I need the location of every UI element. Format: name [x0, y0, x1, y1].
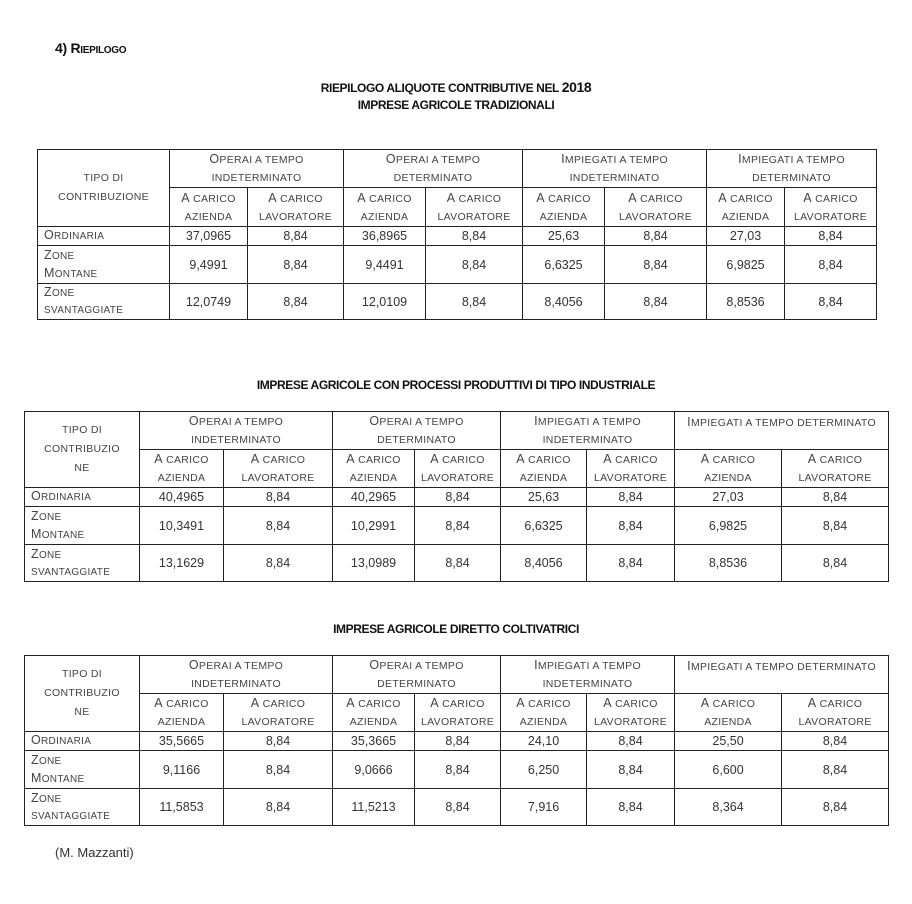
subheader-line2: LAVORATORE	[794, 210, 868, 223]
a-carico-lavoratore-header	[415, 450, 501, 488]
tipo-header-line: CONTRIBUZIONE	[58, 191, 149, 203]
table-row-ordinaria	[38, 227, 877, 246]
a-carico-lavoratore-header	[426, 188, 523, 227]
document-title	[0, 79, 912, 95]
row-label-cap: M	[44, 265, 55, 280]
section-title: Riepilogo	[70, 40, 127, 56]
subheader-text: CARICO	[611, 454, 658, 466]
subheader-line2: AZIENDA	[704, 472, 752, 484]
subheader-cap: A	[700, 696, 710, 710]
subheader-line2: LAVORATORE	[619, 210, 693, 223]
row-label-text: ONTANE	[41, 773, 85, 785]
group-header-4	[675, 656, 889, 694]
group-header-line2: DETERMINATO	[393, 172, 473, 184]
group-header-cap: O	[369, 658, 380, 672]
rate-cell: 8,4056	[523, 284, 605, 320]
group-header-line2: INDETERMINATO	[191, 678, 281, 690]
rate-cell: 8,8536	[675, 545, 782, 582]
a-carico-lavoratore-header	[605, 188, 707, 227]
group-header-text: MPIEGATI A TEMPO DETERMINATO	[690, 417, 876, 429]
group-header-2	[344, 150, 523, 188]
a-carico-azienda-header	[140, 450, 224, 488]
rate-cell: 10,3491	[140, 507, 224, 545]
rate-cell: 8,84	[587, 545, 675, 582]
a-carico-azienda-header	[501, 694, 587, 732]
row-label-ordinaria	[25, 488, 140, 507]
row-label-text: ONE	[38, 511, 62, 523]
group-header-3	[523, 150, 707, 188]
table-row-zone-svantaggiate	[25, 545, 889, 582]
rate-cell: 24,10	[501, 732, 587, 751]
row-label-cap: M	[31, 526, 42, 541]
group-header-text: MPIEGATI A TEMPO DETERMINATO	[690, 661, 876, 673]
subheader-line2: LAVORATORE	[421, 472, 495, 484]
rate-cell: 8,84	[415, 732, 501, 751]
subheader-text: CARICO	[162, 698, 209, 710]
rate-cell: 36,8965	[344, 227, 426, 246]
rate-cell: 40,2965	[333, 488, 415, 507]
group-header-cap: O	[209, 152, 220, 166]
group-header-1	[140, 656, 333, 694]
rate-cell: 8,84	[782, 751, 889, 789]
a-carico-lavoratore-header	[587, 694, 675, 732]
a-carico-azienda-header	[675, 450, 782, 488]
a-carico-lavoratore-header	[782, 694, 889, 732]
rate-cell: 8,84	[426, 284, 523, 320]
tipo-contribuzione-header	[38, 150, 170, 227]
subheader-cap: A	[807, 696, 817, 710]
a-carico-lavoratore-header	[415, 694, 501, 732]
tipo-header-line: CONTRIBUZIO	[44, 443, 120, 455]
subheader-line2: AZIENDA	[704, 716, 752, 728]
subheader-cap: A	[357, 190, 366, 205]
row-label-ordinaria	[38, 227, 170, 246]
group-header-text: MPIEGATI A TEMPO	[741, 154, 845, 166]
rate-cell: 27,03	[707, 227, 785, 246]
subheader-line2: LAVORATORE	[241, 716, 315, 728]
subheader-line2: LAVORATORE	[421, 716, 495, 728]
subheader-text: CARICO	[365, 192, 412, 205]
subheader-row	[25, 450, 889, 488]
tipo-header-line: NE	[74, 462, 90, 474]
rate-cell: 8,364	[675, 789, 782, 826]
subheader-line2: AZIENDA	[539, 210, 588, 223]
subheader-cap: A	[154, 452, 163, 466]
subheader-cap: A	[603, 696, 612, 710]
subheader-text: CARICO	[544, 192, 591, 205]
rate-cell: 8,84	[785, 246, 877, 284]
row-label-text: RDINARIA	[54, 231, 105, 242]
row-label-line2: SVANTAGGIATE	[31, 566, 111, 578]
rate-cell: 8,84	[782, 545, 889, 582]
a-carico-lavoratore-header	[248, 188, 344, 227]
rate-cell: 8,84	[782, 507, 889, 545]
rate-cell: 8,84	[782, 732, 889, 751]
row-label-zone-svantaggiate	[38, 284, 170, 320]
subheader-text: CARICO	[524, 698, 571, 710]
rate-cell: 9,1166	[140, 751, 224, 789]
subheader-cap: A	[430, 696, 439, 710]
row-label-zone-svantaggiate	[25, 545, 140, 582]
table-row-ordinaria	[25, 488, 889, 507]
rate-cell: 10,2991	[333, 507, 415, 545]
a-carico-lavoratore-header	[587, 450, 675, 488]
subheader-line2: LAVORATORE	[798, 472, 872, 484]
rate-cell: 12,0109	[344, 284, 426, 320]
contribution-table-1	[37, 149, 877, 320]
row-label-text: ONE	[38, 793, 62, 805]
subheader-text: CARICO	[438, 454, 485, 466]
rate-cell: 8,84	[587, 751, 675, 789]
group-header-line2: DETERMINATO	[752, 172, 831, 184]
subheader-cap: A	[700, 452, 710, 466]
subheader-line2: LAVORATORE	[258, 210, 333, 223]
subheader-text: CARICO	[259, 454, 306, 466]
group-header-text: PERAI A TEMPO	[198, 660, 284, 672]
rate-cell: 8,84	[415, 751, 501, 789]
subheader-text: CARICO	[726, 192, 773, 205]
row-label-text: ONE	[38, 755, 62, 767]
subheader-line2: AZIENDA	[349, 716, 398, 728]
rate-cell: 13,1629	[140, 545, 224, 582]
table-row-zone-montane	[25, 507, 889, 545]
rate-cell: 9,0666	[333, 751, 415, 789]
a-carico-lavoratore-header	[224, 694, 333, 732]
group-header-1	[170, 150, 344, 188]
rate-cell: 8,84	[782, 488, 889, 507]
group-header-cap: I	[534, 658, 538, 672]
subheader-cap: A	[516, 696, 525, 710]
group-header-line2: INDETERMINATO	[211, 172, 302, 184]
subheader-line2: AZIENDA	[349, 472, 398, 484]
rate-cell: 8,84	[415, 507, 501, 545]
subheader-text: CARICO	[636, 192, 683, 205]
tipo-header-line: NE	[74, 706, 90, 718]
row-label-cap: Z	[31, 546, 39, 561]
subheader-cap: A	[346, 452, 355, 466]
rate-cell: 6,600	[675, 751, 782, 789]
rate-cell: 8,84	[224, 488, 333, 507]
table-2-title: IMPRESE AGRICOLE CON PROCESSI PRODUTTIVI DI TIPO INDUSTRIALE	[256, 378, 656, 392]
subheader-cap: A	[718, 190, 727, 205]
tipo-contribuzione-header	[25, 656, 140, 732]
row-label-cap: O	[31, 733, 42, 747]
rate-cell: 8,84	[605, 227, 707, 246]
rate-cell: 8,84	[415, 488, 501, 507]
a-carico-lavoratore-header	[224, 450, 333, 488]
rate-cell: 6,250	[501, 751, 587, 789]
subheader-text: CARICO	[162, 454, 209, 466]
subheader-line2: AZIENDA	[360, 210, 409, 223]
rate-cell: 8,84	[248, 284, 344, 320]
row-label-zone-montane	[25, 751, 140, 789]
rate-cell: 12,0749	[170, 284, 248, 320]
row-label-line2: SVANTAGGIATE	[44, 305, 124, 316]
subheader-cap: A	[446, 190, 456, 205]
rate-cell: 8,84	[224, 545, 333, 582]
rate-cell: 35,3665	[333, 732, 415, 751]
group-header-4	[675, 412, 889, 450]
rate-cell: 11,5213	[333, 789, 415, 826]
subheader-text: CARICO	[276, 192, 323, 205]
subheader-text: CARICO	[455, 192, 502, 205]
group-header-cap: I	[738, 152, 742, 166]
row-label-text: ONE	[38, 549, 62, 561]
subheader-text: CARICO	[811, 192, 858, 205]
rate-cell: 8,84	[426, 246, 523, 284]
rate-cell: 11,5853	[140, 789, 224, 826]
rate-cell: 6,9825	[675, 507, 782, 545]
row-label-cap: Z	[31, 752, 39, 767]
rate-cell: 8,4056	[501, 545, 587, 582]
subheader-cap: A	[516, 452, 525, 466]
rate-cell: 35,5665	[140, 732, 224, 751]
subheader-cap: A	[628, 190, 637, 205]
table-row-zone-svantaggiate	[25, 789, 889, 826]
row-label-cap: Z	[44, 285, 52, 299]
group-header-text: PERAI A TEMPO	[379, 660, 464, 672]
rate-cell: 6,6325	[523, 246, 605, 284]
rate-cell: 8,84	[224, 751, 333, 789]
group-header-line2: DETERMINATO	[377, 434, 456, 446]
a-carico-azienda-header	[523, 188, 605, 227]
row-label-text: ONTANE	[41, 529, 85, 541]
section-number: 4)	[55, 40, 67, 56]
subheader-cap: A	[430, 452, 439, 466]
a-carico-azienda-header	[707, 188, 785, 227]
subheader-cap: A	[603, 452, 612, 466]
group-header-line2: INDETERMINATO	[542, 678, 633, 690]
subheader-line2: LAVORATORE	[594, 472, 668, 484]
row-label-zone-montane	[38, 246, 170, 284]
group-header-text: PERAI A TEMPO	[219, 154, 304, 166]
table-row-ordinaria	[25, 732, 889, 751]
group-header-text: MPIEGATI A TEMPO	[537, 416, 641, 428]
rate-cell: 8,84	[785, 284, 877, 320]
rate-cell: 8,84	[587, 488, 675, 507]
subheader-cap: A	[154, 696, 163, 710]
rate-cell: 37,0965	[170, 227, 248, 246]
rate-cell: 27,03	[675, 488, 782, 507]
rate-cell: 8,84	[415, 789, 501, 826]
subheader-text: CARICO	[438, 698, 485, 710]
subheader-cap: A	[346, 696, 355, 710]
subheader-text: CARICO	[816, 698, 863, 710]
subheader-text: CARICO	[189, 192, 236, 205]
a-carico-lavoratore-header	[785, 188, 877, 227]
a-carico-azienda-header	[675, 694, 782, 732]
subheader-cap: A	[807, 452, 817, 466]
subheader-line2: AZIENDA	[519, 716, 568, 728]
tipo-header-line: TIPO DI	[61, 424, 103, 436]
row-label-zone-montane	[25, 507, 140, 545]
rate-cell: 8,84	[224, 789, 333, 826]
a-carico-azienda-header	[170, 188, 248, 227]
subheader-text: CARICO	[354, 454, 401, 466]
group-header-text: MPIEGATI A TEMPO	[564, 154, 668, 166]
rate-cell: 8,84	[426, 227, 523, 246]
a-carico-azienda-header	[140, 694, 224, 732]
tipo-header-line: TIPO DI	[61, 668, 103, 680]
table-3-title: IMPRESE AGRICOLE DIRETTO COLTIVATRICI	[333, 622, 579, 636]
subheader-cap: A	[803, 190, 812, 205]
group-header-cap: I	[561, 152, 565, 166]
row-label-cap: Z	[44, 247, 52, 262]
subheader-text: CARICO	[354, 698, 401, 710]
subheader-text: CARICO	[524, 454, 571, 466]
table-1-title: IMPRESE AGRICOLE TRADIZIONALI	[357, 98, 555, 112]
rate-cell: 8,8536	[707, 284, 785, 320]
group-header-3	[501, 656, 675, 694]
subheader-line2: LAVORATORE	[437, 210, 511, 223]
subheader-cap: A	[250, 452, 260, 466]
group-header-line2: INDETERMINATO	[569, 172, 660, 184]
rate-cell: 25,63	[523, 227, 605, 246]
a-carico-azienda-header	[501, 450, 587, 488]
contribution-table-2	[24, 411, 889, 582]
rate-cell: 8,84	[415, 545, 501, 582]
group-header-4	[707, 150, 877, 188]
row-label-line2: SVANTAGGIATE	[31, 810, 111, 822]
rate-cell: 40,4965	[140, 488, 224, 507]
a-carico-azienda-header	[344, 188, 426, 227]
tipo-contribuzione-header	[25, 412, 140, 488]
subheader-text: CARICO	[611, 698, 658, 710]
rate-cell: 7,916	[501, 789, 587, 826]
rate-cell: 8,84	[587, 789, 675, 826]
row-label-cap: O	[31, 489, 42, 503]
group-header-1	[140, 412, 333, 450]
group-header-cap: O	[188, 658, 199, 672]
group-header-2	[333, 412, 501, 450]
table-row-zone-montane	[25, 751, 889, 789]
group-header-text: PERAI A TEMPO	[379, 416, 464, 428]
subheader-cap: A	[250, 696, 260, 710]
subheader-cap: A	[181, 190, 190, 205]
header-row	[38, 150, 877, 188]
rate-cell: 8,84	[587, 732, 675, 751]
subheader-text: CARICO	[709, 454, 756, 466]
rate-cell: 25,50	[675, 732, 782, 751]
group-header-line2: INDETERMINATO	[191, 434, 281, 446]
rate-cell: 8,84	[224, 732, 333, 751]
subheader-text: CARICO	[816, 454, 863, 466]
a-carico-lavoratore-header	[782, 450, 889, 488]
subheader-cap: A	[268, 190, 277, 205]
rate-cell: 25,63	[501, 488, 587, 507]
group-header-text: PERAI A TEMPO	[198, 416, 284, 428]
row-label-cap: O	[44, 228, 55, 242]
row-label-text: RDINARIA	[41, 492, 92, 503]
subheader-line2: AZIENDA	[157, 716, 206, 728]
row-label-text: RDINARIA	[41, 736, 92, 747]
rate-cell: 6,9825	[707, 246, 785, 284]
rate-cell: 8,84	[605, 284, 707, 320]
rate-cell: 8,84	[224, 507, 333, 545]
rate-cell: 9,4991	[170, 246, 248, 284]
group-header-line2: INDETERMINATO	[542, 434, 633, 446]
contribution-table-3	[24, 655, 889, 826]
section-heading	[55, 40, 126, 56]
subheader-line2: AZIENDA	[157, 472, 206, 484]
subheader-text: CARICO	[709, 698, 756, 710]
subheader-line2: AZIENDA	[519, 472, 568, 484]
group-header-2	[333, 656, 501, 694]
group-header-text: MPIEGATI A TEMPO	[537, 660, 641, 672]
rate-cell: 13,0989	[333, 545, 415, 582]
row-label-ordinaria	[25, 732, 140, 751]
group-header-cap: O	[188, 414, 199, 428]
tipo-header-line: TIPO DI	[83, 172, 124, 184]
a-carico-azienda-header	[333, 450, 415, 488]
rate-cell: 8,84	[782, 789, 889, 826]
table-row-zone-montane	[38, 246, 877, 284]
rate-cell: 8,84	[248, 227, 344, 246]
group-header-cap: O	[385, 152, 396, 166]
group-header-cap: O	[369, 414, 380, 428]
subheader-line2: LAVORATORE	[241, 472, 315, 484]
row-label-cap: Z	[31, 508, 39, 523]
row-label-cap: M	[31, 770, 42, 785]
header-row	[25, 412, 889, 450]
subheader-cap: A	[536, 190, 545, 205]
subheader-line2: AZIENDA	[721, 210, 770, 223]
rate-cell: 9,4491	[344, 246, 426, 284]
rate-cell: 8,84	[785, 227, 877, 246]
subheader-line2: AZIENDA	[184, 210, 233, 223]
group-header-text: PERAI A TEMPO	[395, 154, 481, 166]
a-carico-azienda-header	[333, 694, 415, 732]
rate-cell: 8,84	[587, 507, 675, 545]
group-header-cap: I	[534, 414, 538, 428]
subheader-line2: LAVORATORE	[594, 716, 668, 728]
document-title-year: 2018	[561, 79, 592, 95]
row-label-text: ONTANE	[54, 268, 98, 280]
row-label-zone-svantaggiate	[25, 789, 140, 826]
group-header-line2: DETERMINATO	[377, 678, 456, 690]
tipo-header-line: CONTRIBUZIO	[44, 687, 120, 699]
subheader-row	[25, 694, 889, 732]
rate-cell: 8,84	[605, 246, 707, 284]
group-header-cap: I	[687, 659, 691, 673]
row-label-text: ONE	[51, 250, 75, 262]
header-row	[25, 656, 889, 694]
table-row-zone-svantaggiate	[38, 284, 877, 320]
rate-cell: 6,6325	[501, 507, 587, 545]
group-header-3	[501, 412, 675, 450]
subheader-text: CARICO	[259, 698, 306, 710]
document-title-text: RIEPILOGO ALIQUOTE CONTRIBUTIVE NEL	[320, 81, 559, 95]
row-label-text: ONE	[51, 288, 75, 299]
row-label-cap: Z	[31, 790, 39, 805]
subheader-line2: LAVORATORE	[798, 716, 872, 728]
rate-cell: 8,84	[248, 246, 344, 284]
group-header-cap: I	[687, 415, 691, 429]
author-credit: (M. Mazzanti)	[55, 845, 134, 860]
